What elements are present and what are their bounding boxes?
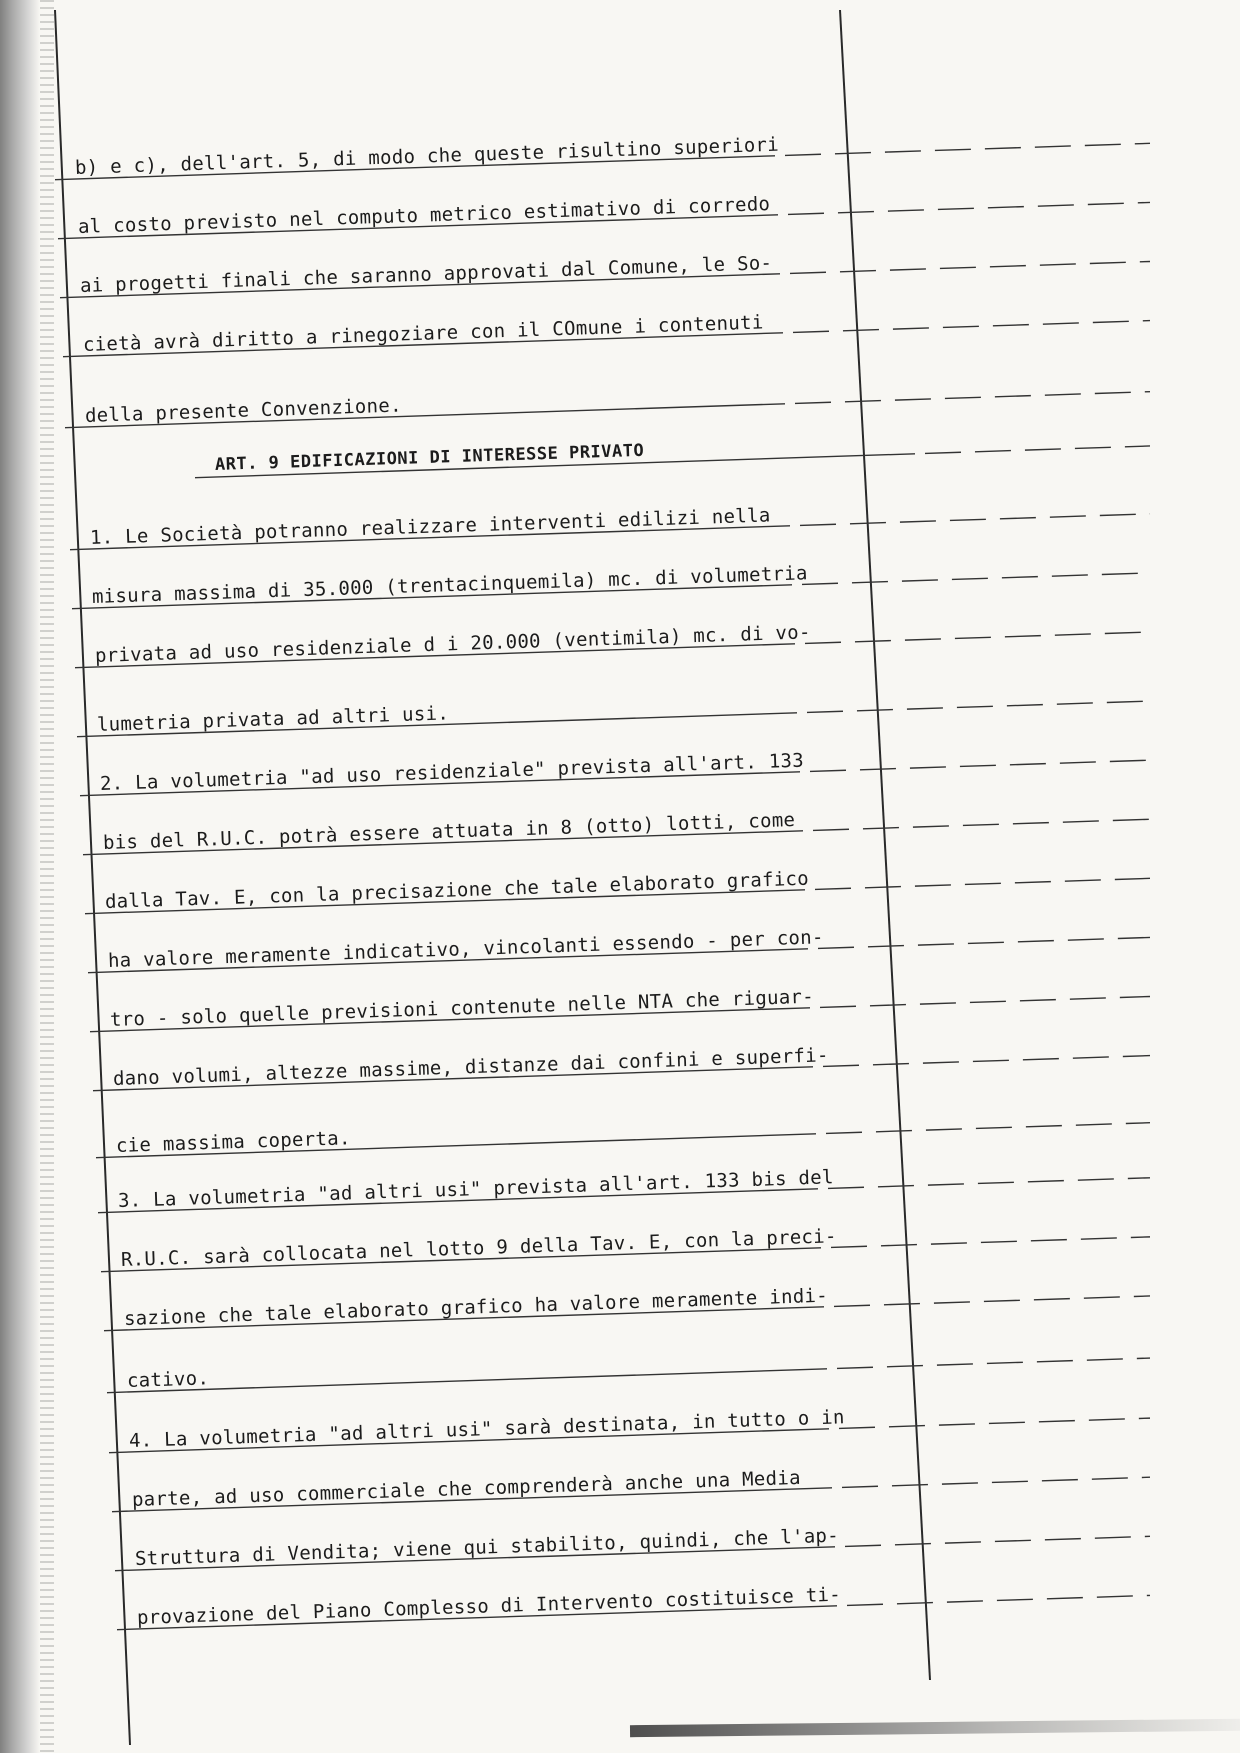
text-line: cie massima coperta. — [115, 1127, 352, 1157]
ruled-baseline — [107, 1369, 827, 1393]
dashed-fill-line — [820, 996, 1150, 1007]
text-line: al costo previsto nel computo metrico estimativo di corredo — [77, 193, 771, 238]
text-line: cietà avrà diritto a rinegoziare con il COmune i contenuti — [82, 311, 764, 356]
left-margin-line — [55, 10, 130, 1745]
dashed-fill-line — [826, 1123, 1150, 1134]
dashed-fill-line — [823, 1056, 1150, 1067]
dashed-fill-line — [813, 819, 1150, 830]
text-line: 4. La volumetria "ad altri usi" sarà destinata, in tutto o in — [128, 1406, 846, 1452]
dashed-fill-line — [790, 262, 1150, 274]
text-line: bis del R.U.C. potrà essere attuata in 8 (otto) lotti, come — [102, 809, 796, 854]
dashed-fill-line — [925, 446, 1150, 453]
text-line: sazione che tale elaborato grafico ha valore meramente indi- — [123, 1284, 829, 1330]
text-line: Struttura di Vendita; viene qui stabilito, quindi, che l'ap- — [134, 1524, 840, 1570]
dashed-fill-line — [828, 1178, 1150, 1189]
text-line: dano volumi, altezze massime, distanze dai confini e superfi- — [112, 1044, 830, 1090]
dashed-fill-line — [834, 1296, 1150, 1306]
dashed-fill-line — [788, 202, 1150, 214]
text-line: 3. La volumetria "ad altri usi" prevista all'art. 133 bis del — [117, 1166, 835, 1212]
dashed-fill-line — [800, 514, 1150, 526]
dashed-fill-line — [831, 1237, 1150, 1248]
dashed-fill-line — [837, 1358, 1150, 1368]
text-line: lumetria privata ad altri usi. — [96, 702, 450, 736]
dashed-fill-line — [839, 1418, 1150, 1428]
text-line: ai progetti finali che saranno approvati dal Comune, le So- — [79, 252, 773, 297]
article-heading: ART. 9 EDIFICAZIONI DI INTERESSE PRIVATO — [214, 440, 645, 475]
text-line: 1. Le Società potranno realizzare interventi edilizi nella — [89, 504, 771, 549]
text-line: cativo. — [126, 1367, 210, 1392]
dashed-fill-line — [795, 392, 1150, 404]
dashed-fill-line — [793, 321, 1150, 333]
text-line: ha valore meramente indicativo, vincolanti essendo - per con- — [107, 926, 825, 972]
dashed-fill-line — [807, 701, 1150, 712]
dashed-fill-line — [818, 937, 1150, 948]
text-line: provazione del Piano Complesso di Intervento costituisce ti- — [136, 1583, 842, 1629]
text-line: privata ad uso residenziale d i 20.000 (ventimila) mc. di vo- — [94, 621, 812, 667]
text-line: parte, ad uso commerciale che comprenderà anche una Media — [131, 1466, 802, 1511]
text-line: dalla Tav. E, con la precisazione che tale elaborato grafico — [104, 867, 810, 913]
dashed-fill-line — [815, 878, 1150, 889]
dashed-fill-line — [810, 760, 1150, 771]
dashed-fill-line — [805, 632, 1150, 643]
text-line: 2. La volumetria "ad uso residenziale" prevista all'art. 133 — [99, 749, 805, 795]
text-line: b) e c), dell'art. 5, di modo che queste risultino superiori — [74, 133, 780, 179]
text-line: R.U.C. sarà collocata nel lotto 9 della Tav. E, con la preci- — [120, 1225, 838, 1271]
dashed-fill-line — [845, 1536, 1150, 1546]
dashed-fill-line — [785, 143, 1150, 155]
dashed-fill-line — [847, 1595, 1150, 1605]
dashed-fill-line — [802, 573, 1150, 585]
text-line: misura massima di 35.000 (trentacinquemila) mc. di volumetria — [91, 562, 809, 608]
text-line: tro - solo quelle previsioni contenute nelle NTA che riguar- — [109, 985, 815, 1031]
dashed-fill-line — [842, 1477, 1150, 1487]
text-line: della presente Convenzione. — [84, 394, 403, 427]
right-margin-line — [840, 10, 930, 1680]
